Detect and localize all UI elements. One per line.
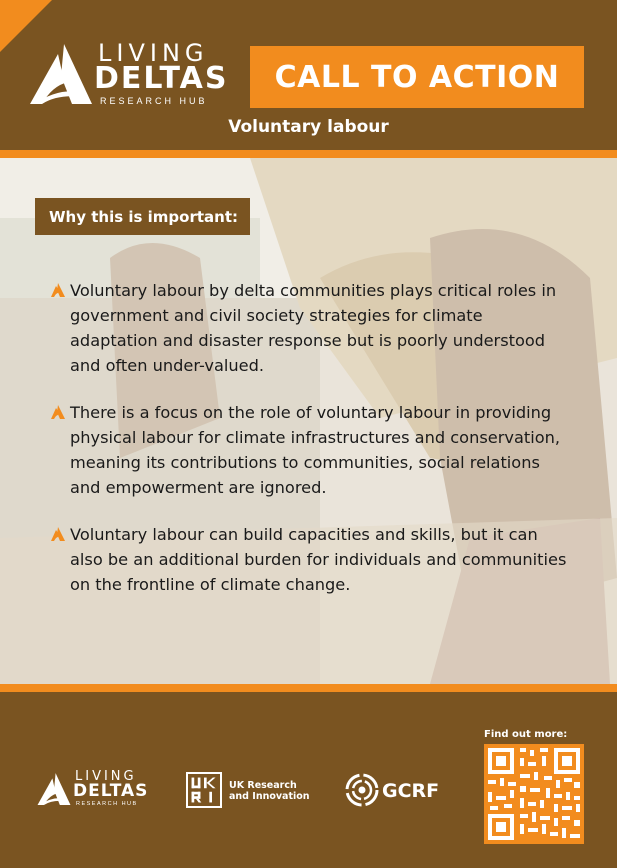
why-important-label [35, 198, 250, 235]
key-point-text: Voluntary labour by delta communities plays critical roles in government and civil society strategies for climate adaptation and disaster response but is poorly understood and often under-valued. [70, 281, 557, 375]
logo-delta-icon [36, 772, 72, 806]
key-point [50, 400, 570, 500]
footer-living-deltas-logo [36, 770, 151, 810]
find-out-more-label: Find out more: [484, 729, 568, 740]
call-to-action-banner [250, 46, 584, 108]
key-point [50, 278, 570, 378]
ukri-line-2: and Innovation [229, 791, 310, 802]
bottom-orange-stripe [0, 684, 617, 692]
footer-logo-research-hub: RESEARCH HUB [76, 801, 138, 807]
bullet-arrow-icon [50, 526, 70, 542]
gcrf-text: GCRF [382, 780, 440, 802]
ukri-icon [186, 772, 222, 808]
logo-research-hub: RESEARCH HUB [100, 96, 208, 106]
key-points-list [50, 278, 570, 619]
logo-living: LIVING [98, 39, 209, 67]
key-point [50, 522, 570, 597]
logo-delta-icon [28, 42, 94, 106]
footer-logo-deltas: DELTAS [73, 781, 149, 801]
gcrf-icon [344, 772, 380, 808]
header [0, 0, 617, 150]
footer [0, 692, 617, 868]
logo-deltas: DELTAS [94, 61, 229, 96]
footer-logo-living: LIVING [75, 769, 137, 784]
why-important-text: Why this is important: [49, 207, 239, 226]
content-panel [0, 158, 617, 684]
gcrf-logo [344, 772, 454, 810]
bullet-arrow-icon [50, 282, 70, 298]
key-point-text: Voluntary labour can build capacities and skills, but it can also be an additional burden for individuals and communities on the frontline of climate change. [70, 525, 567, 594]
ukri-logo [186, 772, 316, 810]
ukri-text [229, 780, 310, 802]
top-orange-stripe [0, 150, 617, 158]
key-point-text: There is a focus on the role of voluntary labour in providing physical labour for climate infrastructures and conservation, meaning its contributions to communities, social relations and empowerment are ignored. [70, 403, 561, 497]
page-subtitle: Voluntary labour [228, 117, 389, 137]
qr-code[interactable] [484, 744, 584, 844]
ukri-line-1: UK Research [229, 780, 297, 791]
living-deltas-logo [28, 40, 238, 110]
bullet-arrow-icon [50, 404, 70, 420]
call-to-action-title: CALL TO ACTION [274, 59, 560, 95]
